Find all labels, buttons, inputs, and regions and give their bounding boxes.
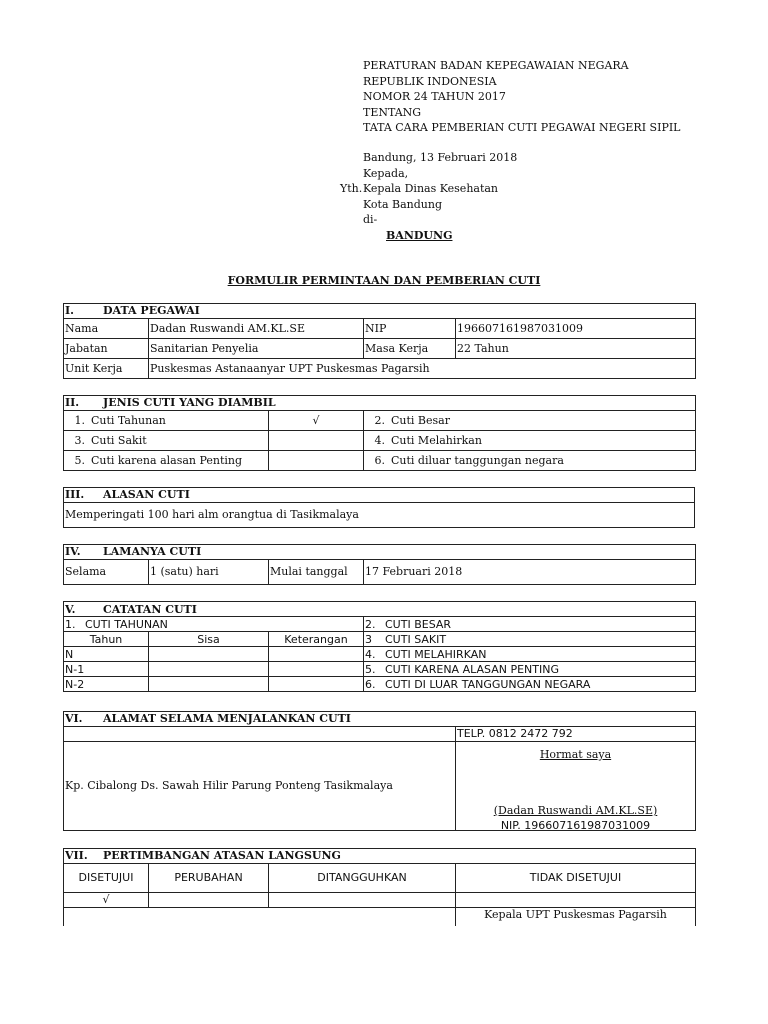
col-disetujui: DISETUJUI bbox=[64, 864, 149, 893]
alasan-value: Memperingati 100 hari alm orangtua di Tasikmalaya bbox=[64, 503, 695, 528]
kepala-label: Kepala UPT Puskesmas Pagarsih bbox=[456, 908, 696, 927]
masa-kerja-value: 22 Tahun bbox=[456, 339, 696, 359]
leave-type-item: 4. Cuti Melahirkan bbox=[364, 431, 696, 451]
row-year: N bbox=[64, 647, 149, 662]
section-header: II. JENIS CUTI YANG DIAMBIL bbox=[64, 396, 696, 411]
leave-type-item: 6. Cuti diluar tanggungan negara bbox=[364, 451, 696, 471]
form-title: FORMULIR PERMINTAAN DAN PEMBERIAN CUTI bbox=[227, 274, 541, 287]
address-value: Kp. Cibalong Ds. Sawah Hilir Parung Ponteng Tasikmalaya bbox=[64, 742, 456, 831]
letter-city: Kota Bandung bbox=[363, 197, 442, 211]
row-year: N-2 bbox=[64, 677, 149, 692]
letter-address bbox=[340, 150, 517, 243]
cuti-tahunan-title: 1. CUTI TAHUNAN bbox=[64, 617, 364, 632]
letter-kepada: Kepada, bbox=[363, 166, 409, 180]
sisa-cell bbox=[149, 662, 269, 677]
section-header: III. ALASAN CUTI bbox=[64, 488, 695, 503]
section-header: VII. PERTIMBANGAN ATASAN LANGSUNG bbox=[64, 849, 696, 864]
hormat-saya: Hormat saya bbox=[539, 748, 612, 761]
header-line: NOMOR 24 TAHUN 2017 bbox=[363, 90, 506, 103]
section-header: VI. ALAMAT SELAMA MENJALANKAN CUTI bbox=[64, 712, 696, 727]
col-ditangguhkan: DITANGGUHKAN bbox=[269, 864, 456, 893]
nip-label: NIP bbox=[364, 319, 456, 339]
catatan-item: 3 CUTI SAKIT bbox=[364, 632, 696, 647]
section-header: V. CATATAN CUTI bbox=[64, 602, 696, 617]
unit-kerja-value: Puskesmas Astanaanyar UPT Puskesmas Pagarsih bbox=[149, 359, 696, 379]
sisa-cell bbox=[149, 677, 269, 692]
telp-value: TELP. 0812 2472 792 bbox=[456, 727, 696, 742]
col-tahun: Tahun bbox=[64, 632, 149, 647]
perubahan-cell bbox=[149, 893, 269, 908]
row-year: N-1 bbox=[64, 662, 149, 677]
col-sisa: Sisa bbox=[149, 632, 269, 647]
tidak-disetujui-cell bbox=[456, 893, 696, 908]
jabatan-label: Jabatan bbox=[64, 339, 149, 359]
letter-yth: Yth. bbox=[340, 182, 363, 195]
jabatan-value: Sanitarian Penyelia bbox=[149, 339, 364, 359]
catatan-item: 2. CUTI BESAR bbox=[364, 617, 696, 632]
nama-value: Dadan Ruswandi AM.KL.SE bbox=[149, 319, 364, 339]
signature-block bbox=[456, 742, 696, 831]
selama-value: 1 (satu) hari bbox=[149, 560, 269, 585]
signer-nip: NIP. 196607161987031009 bbox=[500, 819, 651, 831]
letter-place: BANDUNG bbox=[386, 228, 453, 242]
leave-type-item: 5. Cuti karena alasan Penting bbox=[64, 451, 269, 471]
col-tidak-disetujui: TIDAK DISETUJUI bbox=[456, 864, 696, 893]
check-mark: √ bbox=[269, 411, 364, 431]
letter-di: di- bbox=[363, 213, 378, 226]
catatan-cuti-table bbox=[63, 601, 696, 692]
jenis-cuti-table bbox=[63, 395, 696, 471]
masa-kerja-label: Masa Kerja bbox=[364, 339, 456, 359]
header-line: TENTANG bbox=[363, 105, 422, 119]
signer-name: (Dadan Ruswandi AM.KL.SE) bbox=[493, 804, 658, 817]
keterangan-cell bbox=[269, 677, 364, 692]
mulai-value: 17 Februari 2018 bbox=[364, 560, 696, 585]
keterangan-cell bbox=[269, 662, 364, 677]
keterangan-cell bbox=[269, 647, 364, 662]
alasan-cuti-table bbox=[63, 487, 695, 528]
pertimbangan-table bbox=[63, 848, 696, 926]
header-line: TATA CARA PEMBERIAN CUTI PEGAWAI NEGERI SIPIL bbox=[363, 121, 681, 134]
header-line: PERATURAN BADAN KEPEGAWAIAN NEGARA bbox=[363, 59, 629, 72]
mulai-label: Mulai tanggal bbox=[269, 560, 364, 585]
catatan-item: 6. CUTI DI LUAR TANGGUNGAN NEGARA bbox=[364, 677, 696, 692]
header-line: REPUBLIK INDONESIA bbox=[363, 74, 497, 88]
lamanya-cuti-table bbox=[63, 544, 696, 585]
check-mark bbox=[269, 431, 364, 451]
leave-type-item: 1. Cuti Tahunan bbox=[64, 411, 269, 431]
ditangguhkan-cell bbox=[269, 893, 456, 908]
pertimbangan-empty bbox=[64, 908, 456, 927]
nama-label: Nama bbox=[64, 319, 149, 339]
data-pegawai-table bbox=[63, 303, 696, 379]
col-perubahan: PERUBAHAN bbox=[149, 864, 269, 893]
nip-value: 196607161987031009 bbox=[456, 319, 696, 339]
leave-type-item: 2. Cuti Besar bbox=[364, 411, 696, 431]
letter-recipient: Kepala Dinas Kesehatan bbox=[363, 182, 499, 195]
catatan-item: 5. CUTI KARENA ALASAN PENTING bbox=[364, 662, 696, 677]
letter-date: Bandung, 13 Februari 2018 bbox=[363, 151, 518, 164]
sisa-cell bbox=[149, 647, 269, 662]
section-header: I. DATA PEGAWAI bbox=[64, 304, 696, 319]
section-header: IV. LAMANYA CUTI bbox=[64, 545, 696, 560]
unit-kerja-label: Unit Kerja bbox=[64, 359, 149, 379]
leave-type-item: 3. Cuti Sakit bbox=[64, 431, 269, 451]
regulation-header bbox=[363, 58, 681, 136]
selama-label: Selama bbox=[64, 560, 149, 585]
alamat-cuti-table bbox=[63, 711, 696, 831]
disetujui-mark: √ bbox=[64, 893, 149, 908]
col-keterangan: Keterangan bbox=[269, 632, 364, 647]
check-mark bbox=[269, 451, 364, 471]
catatan-item: 4. CUTI MELAHIRKAN bbox=[364, 647, 696, 662]
alamat-empty bbox=[64, 727, 456, 742]
